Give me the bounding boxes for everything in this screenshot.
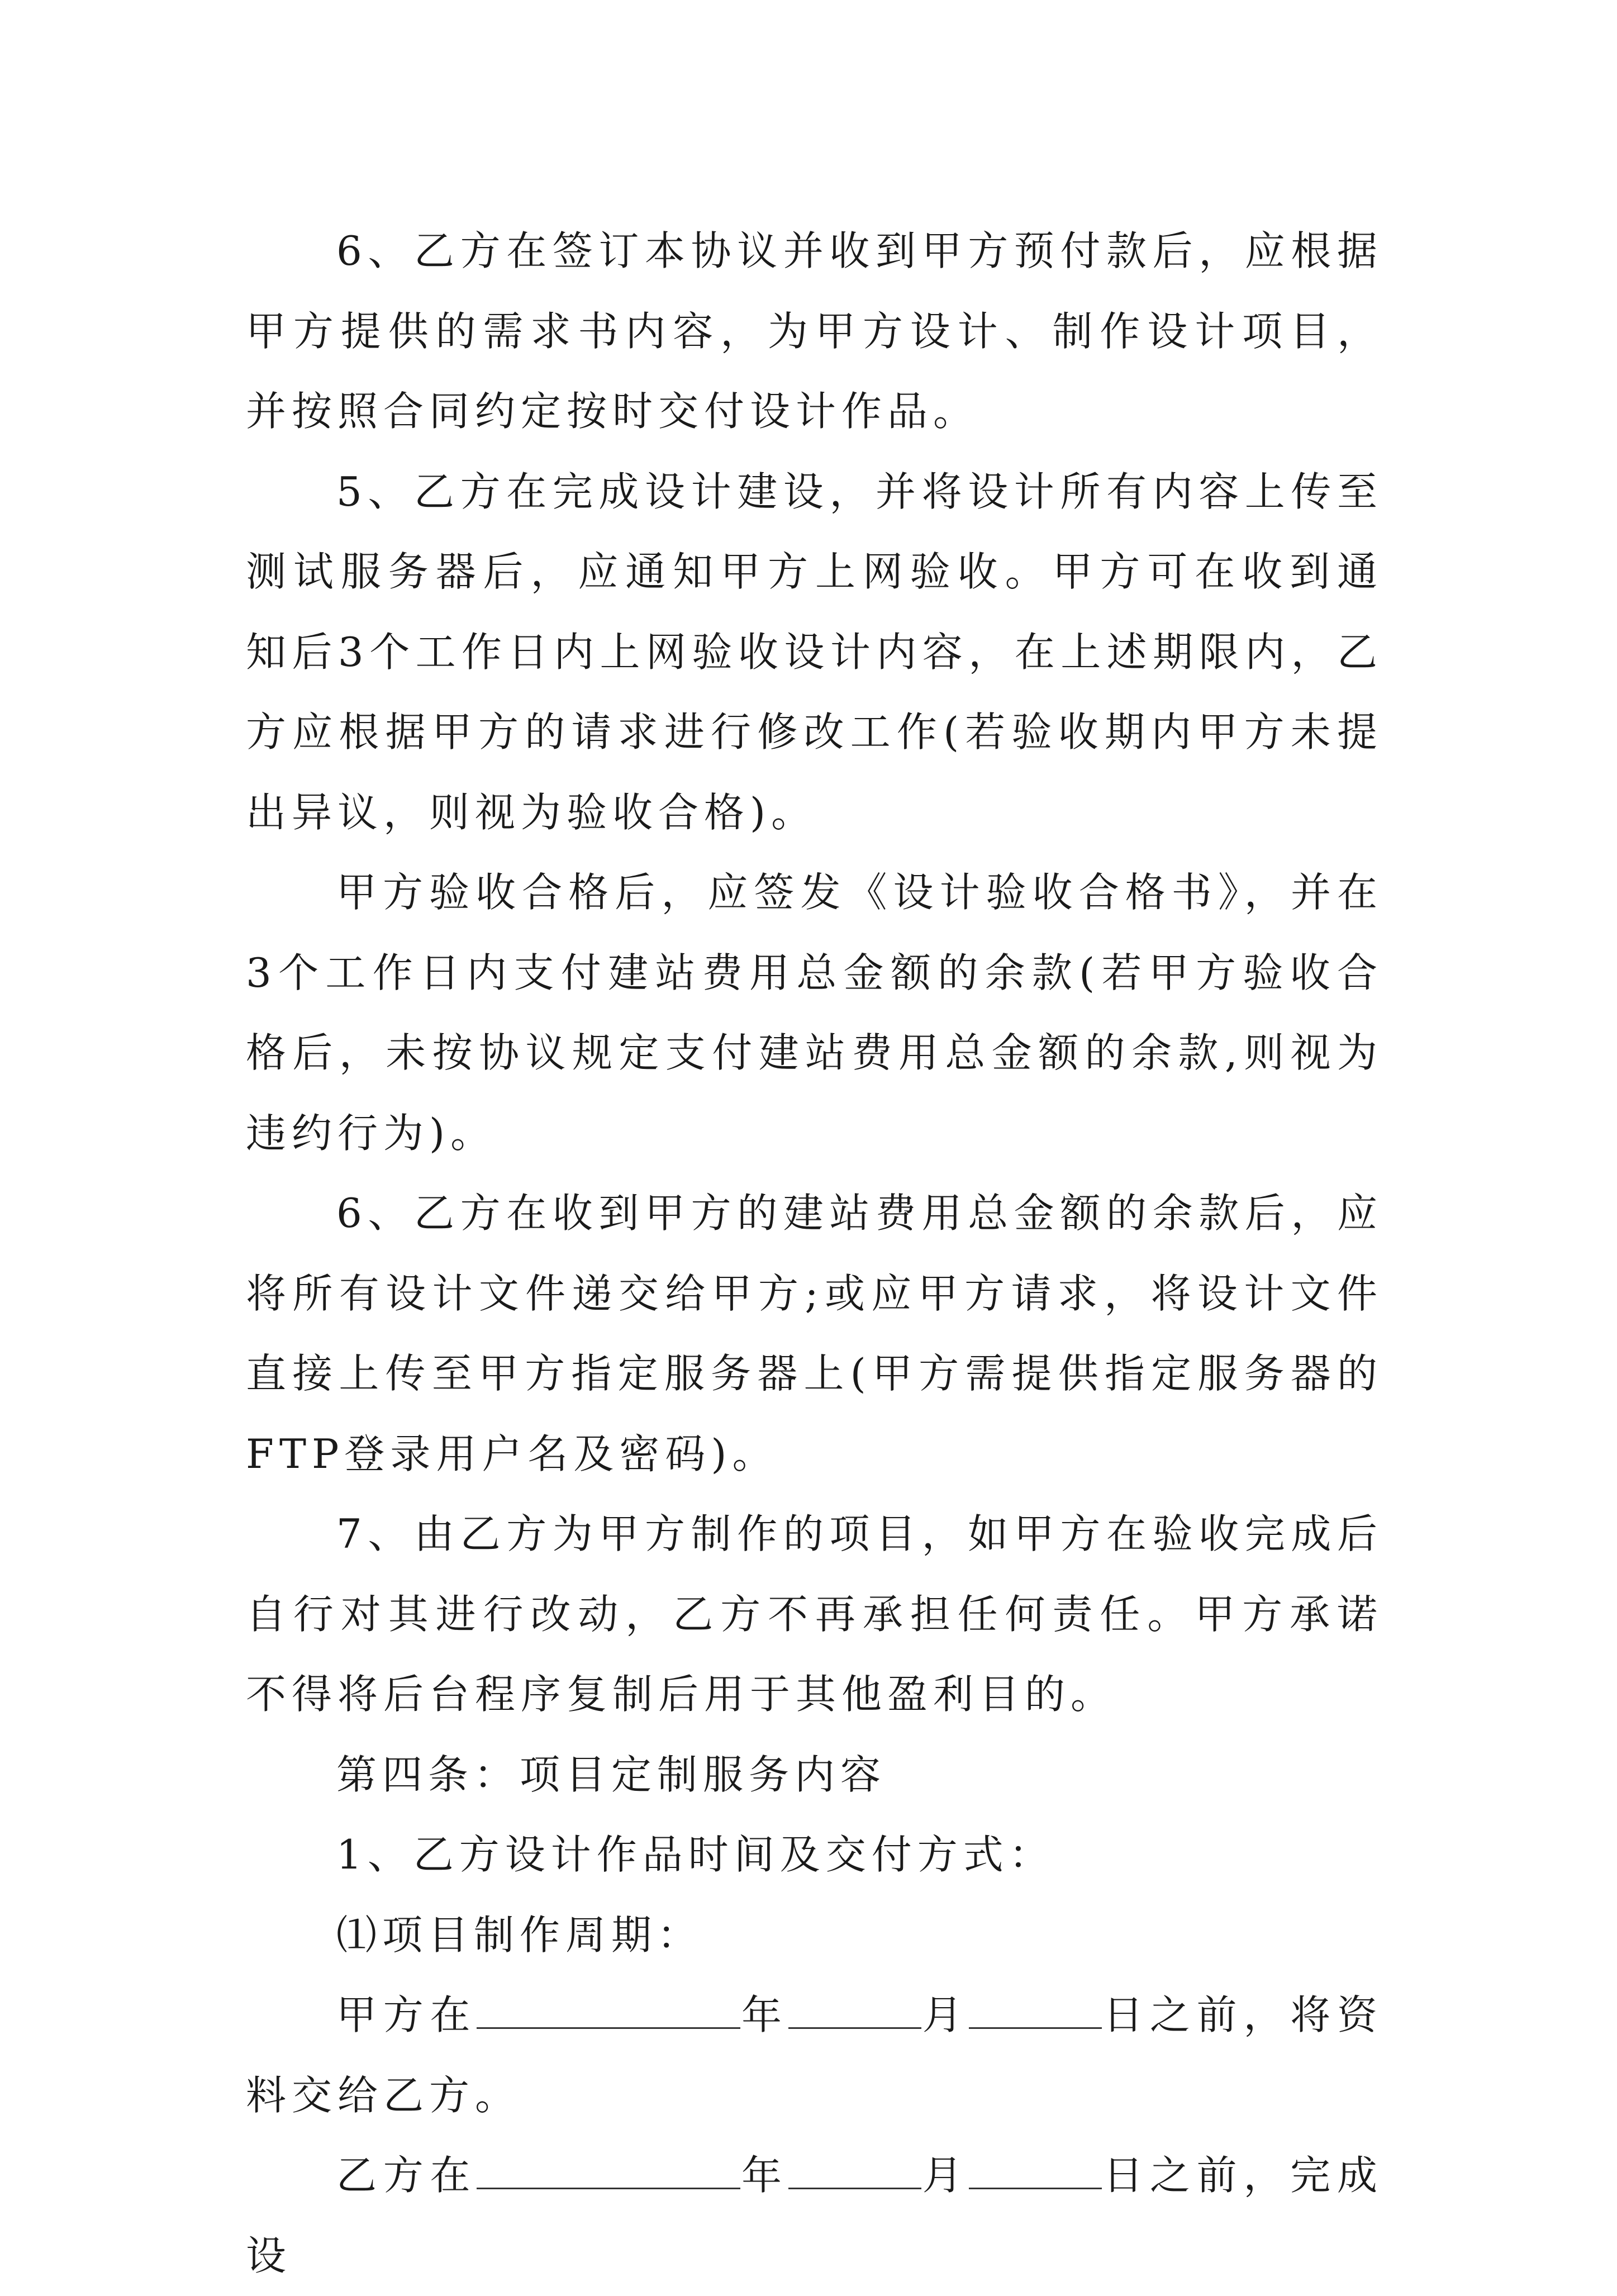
deadline-b-lead: 乙方在 [336, 2152, 477, 2199]
deadline-b-year-label: 年 [740, 2152, 788, 2199]
paragraph-clause-7-liability: 7、由乙方为甲方制作的项目，如甲方在验收完成后自行对其进行改动，乙方不再承担任何责任。甲方承诺不得将后台程序复制后用于其他盈利目的。 [246, 1510, 1383, 1718]
month-blank-field[interactable] [788, 2153, 921, 2189]
paragraph-clause-6-design-delivery: 6、乙方在签订本协议并收到甲方预付款后，应根据甲方提供的需求书内容，为甲方设计、制作设计项目，并按照合同约定按时交付设计作品。 [246, 227, 1383, 435]
deadline-b-tail: 日之前，完成设 [246, 2152, 1383, 2279]
paragraph-delivery-method: 1、乙方设计作品时间及交付方式： [336, 1831, 1055, 1878]
paragraph-clause-5-acceptance-test: 5、乙方在完成设计建设，并将设计所有内容上传至测试服务器后，应通知甲方上网验收。甲方可在收到通知后3个工作日内上网验收设计内容，在上述期限内，乙方应根据甲方的请求进行修改工作(若验收期内甲方未提出异议，则视为验收合格)。 [246, 468, 1383, 836]
deadline-a-tail: 日之前，将资料交给乙方。 [246, 1991, 1383, 2119]
month-blank-field[interactable] [788, 1993, 921, 2029]
paragraph-party-a-deadline [246, 1975, 1383, 2136]
deadline-a-lead: 甲方在 [336, 1991, 477, 2038]
day-blank-field[interactable] [969, 1993, 1102, 2029]
paragraph-production-cycle: ⑴项目制作周期： [336, 1911, 703, 1959]
year-blank-field[interactable] [477, 1993, 740, 2029]
document-body [246, 211, 1383, 2296]
paragraph-party-b-deadline [246, 2136, 1383, 2296]
paragraph-acceptance-payment: 甲方验收合格后，应签发《设计验收合格书》，并在3个工作日内支付建站费用总金额的余款(若甲方验收合格后，未按协议规定支付建站费用总金额的余款,则视为违约行为)。 [246, 869, 1383, 1157]
day-blank-field[interactable] [969, 2153, 1102, 2189]
section-heading-article-4: 第四条：项目定制服务内容 [336, 1751, 887, 1798]
deadline-b-month-label: 月 [921, 2152, 969, 2199]
deadline-a-year-label: 年 [740, 1991, 788, 2038]
deadline-a-month-label: 月 [921, 1991, 969, 2038]
year-blank-field[interactable] [477, 2153, 740, 2189]
paragraph-clause-6-file-handover: 6、乙方在收到甲方的建站费用总金额的余款后，应将所有设计文件递交给甲方;或应甲方请求，将设计文件直接上传至甲方指定服务器上(甲方需提供指定服务器的FTP登录用户名及密码)。 [246, 1190, 1383, 1477]
